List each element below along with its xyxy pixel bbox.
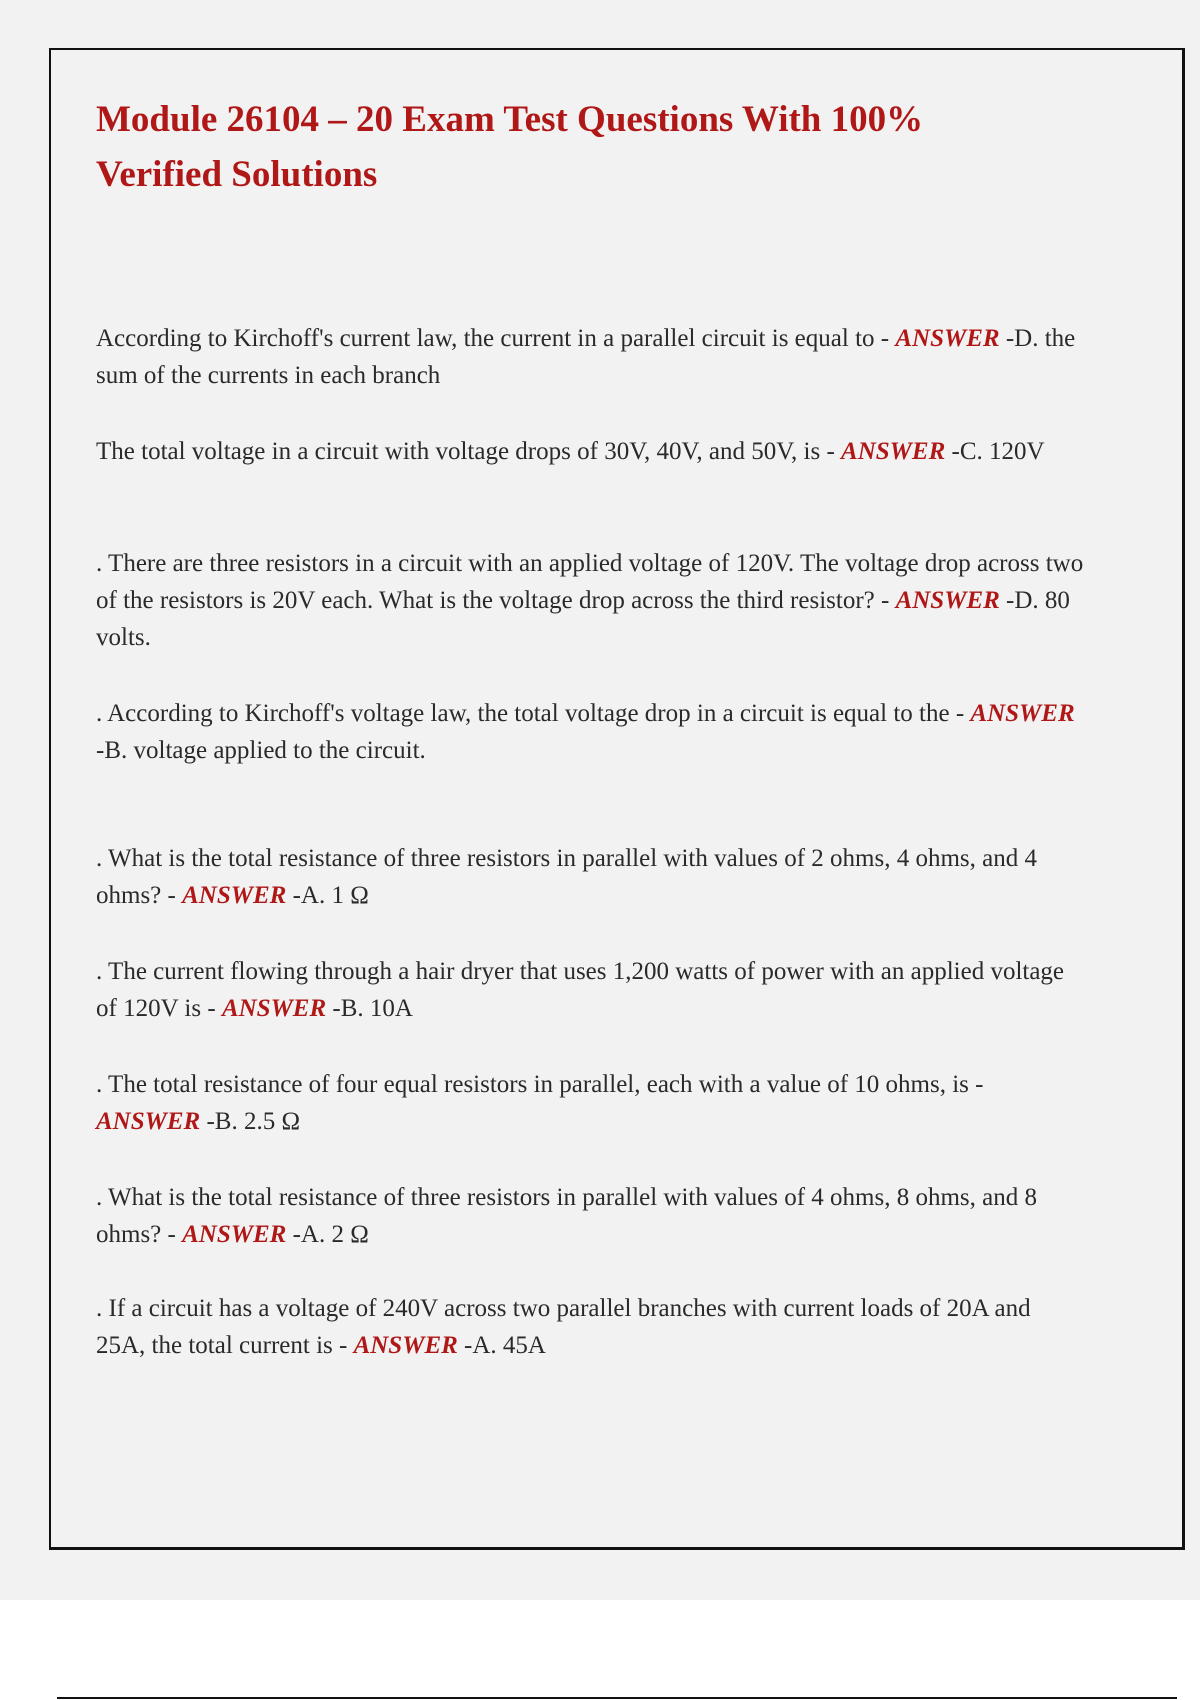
answer-text: -B. 2.5 Ω bbox=[200, 1108, 301, 1135]
answer-text: -A. 1 Ω bbox=[286, 882, 369, 909]
question-text: . What is the total resistance of three resistors in parallel with values of 2 ohms, 4 ohms, and 4 ohms? - bbox=[96, 845, 1037, 909]
question-item bbox=[96, 1290, 1086, 1364]
question-text: . If a circuit has a voltage of 240V across two parallel branches with current loads of 20A and 25A, the total current is - bbox=[96, 1295, 1031, 1359]
question-item bbox=[96, 953, 1086, 1027]
footer-divider bbox=[57, 1697, 1177, 1699]
question-text: . What is the total resistance of three resistors in parallel with values of 4 ohms, 8 ohms, and 8 ohms? - bbox=[96, 1184, 1037, 1248]
question-text: . According to Kirchoff's voltage law, the total voltage drop in a circuit is equal to the - bbox=[96, 700, 971, 727]
answer-label: ANSWER bbox=[353, 1332, 458, 1359]
answer-text: -B. 10A bbox=[326, 995, 413, 1022]
question-text: . The total resistance of four equal resistors in parallel, each with a value of 10 ohms, is - bbox=[96, 1071, 984, 1098]
answer-label: ANSWER bbox=[221, 995, 327, 1022]
answer-label: ANSWER bbox=[970, 700, 1075, 727]
question-item bbox=[96, 320, 1086, 394]
question-text: The total voltage in a circuit with voltage drops of 30V, 40V, and 50V, is - bbox=[96, 438, 842, 465]
answer-text: -A. 45A bbox=[457, 1332, 546, 1359]
question-item bbox=[96, 1179, 1086, 1253]
answer-label: ANSWER bbox=[841, 438, 946, 465]
answer-text: -C. 120V bbox=[945, 438, 1045, 465]
answer-label: ANSWER bbox=[895, 325, 1000, 352]
answer-text: -A. 2 Ω bbox=[286, 1221, 369, 1248]
answer-text: -B. voltage applied to the circuit. bbox=[96, 737, 426, 764]
question-item bbox=[96, 695, 1086, 769]
answer-label: ANSWER bbox=[96, 1108, 201, 1135]
question-item bbox=[96, 433, 1086, 470]
question-text: . The current flowing through a hair dryer that uses 1,200 watts of power with an applied voltage of 120V is - bbox=[96, 958, 1065, 1022]
question-item bbox=[96, 840, 1086, 914]
answer-text: -D. the sum of the currents in each branch bbox=[96, 325, 1076, 389]
question-text: According to Kirchoff's current law, the current in a parallel circuit is equal to - bbox=[96, 325, 896, 352]
question-item bbox=[96, 1066, 1086, 1140]
document-title: Module 26104 – 20 Exam Test Questions With 100% Verified Solutions bbox=[96, 99, 924, 195]
answer-text: -D. 80 volts. bbox=[96, 587, 1070, 651]
answer-label: ANSWER bbox=[182, 1221, 287, 1248]
question-item bbox=[96, 545, 1086, 656]
answer-label: ANSWER bbox=[895, 587, 1000, 614]
answer-label: ANSWER bbox=[182, 882, 287, 909]
question-text: . There are three resistors in a circuit with an applied voltage of 120V. The voltage drop across two of the resistors is 20V each. What is the voltage drop across the third resistor? - bbox=[96, 550, 1084, 614]
